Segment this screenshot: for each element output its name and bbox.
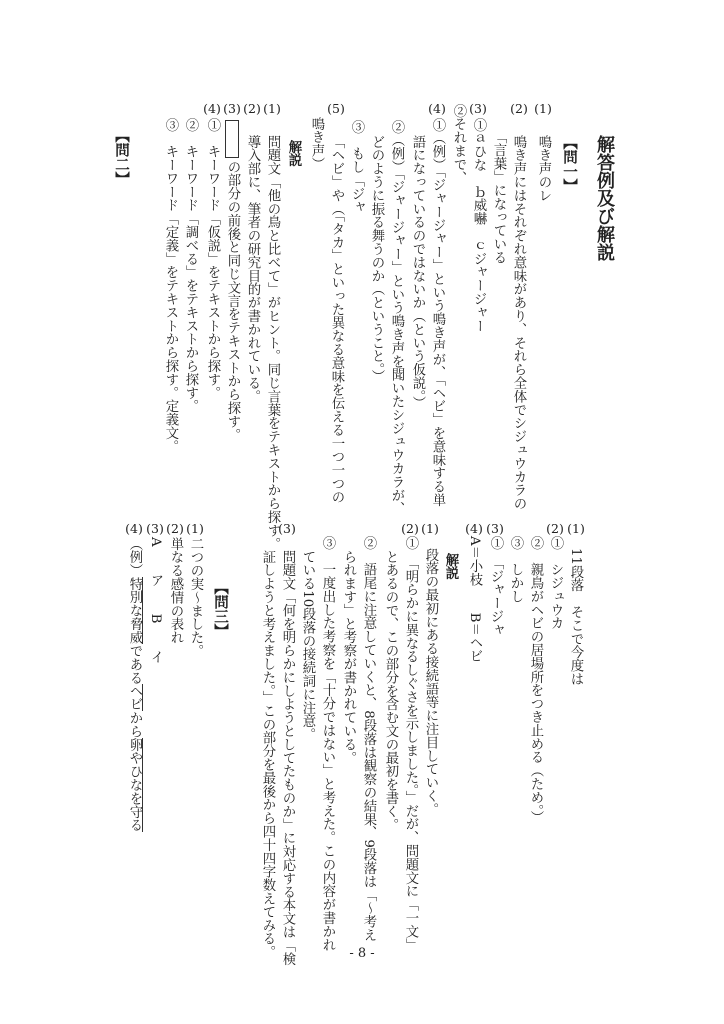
q2-answer-line: ① シジュウカ [548,536,563,630]
q3-answer-line: 単なる感情の表れ [168,537,183,645]
q2-label-4: (4) [465,521,483,536]
q1-answer-line: ③ もし「ジャ [349,120,364,214]
q2-label-1: (1) [567,521,585,536]
example-prefix: （例） [127,537,142,578]
q2-answer-line: ③ しかし [508,536,523,603]
page-number: - 8 - [349,946,375,961]
q2-label-3: (3) [486,521,504,536]
q1-answer-line: どのように振る舞うのか（ということ。） [369,135,384,383]
q2-explanation-line: られます」と考察が書かれている。 [341,550,356,765]
q2-exp-label-2: (2) [401,521,419,536]
q1-explanation-line: ① キーワード「仮説」をテキストから探す。 [205,118,220,400]
q1-exp-label-1: (1) [263,101,281,116]
q2-explanation-heading: 解説 [443,553,458,580]
q2-explanation-line: ② 語尾に注意していくと、8段落は観察の結果、9段落は「～考え [361,536,376,942]
q3-answer-line: 二つの実～ました。 [188,537,203,658]
q1-label-2: (2) [510,101,528,116]
q1-explanation-line: 問題文「他の鳥と比べて」がヒント。同じ言葉をテキストから探す。 [265,135,280,551]
q3-answer-4 [127,537,141,832]
q3-answer-line: A ア B イ [148,537,163,664]
q2-exp-label-1: (1) [421,521,439,536]
q3-label-4: (4) [125,521,143,536]
q1-label-3: (3) [469,101,487,116]
q1-answer-line: 「ヘビ」や（「タカ」といった異なる意味を伝える一つ一つの [329,135,344,504]
q2-explanation-line: 証しようと考えました。」この部分を最後から四十四字数えてみる。 [260,550,275,959]
q1-label-1: (1) [534,101,552,116]
q2-answer-line: 11段落 そこで今度は [568,548,583,686]
blank-box [225,120,239,158]
q1-answer-line: 鳴き声のレ [536,135,551,202]
q1-answer-line: 鳴き声にはそれぞれ意味があり、それら全体でシジュウカラの [511,135,526,511]
answer-segment: から [127,711,142,739]
answer-segment: である [127,644,142,685]
q1-heading: 【問一】 [561,135,577,193]
q3-label-1: (1) [186,521,204,536]
q1-label-4: (4) [428,101,446,116]
q2-answer-line: A＝小枝 B＝ヘビ [467,536,482,663]
q3-heading: 【問三】 [212,580,228,638]
q1-explanation-line: ③ キーワード「定義」をテキストから探す。定義文。 [163,118,178,453]
q1-explanation-line: 導入部に、筆者の研究目的が書かれている。 [245,135,260,403]
q1-explanation-line-3 [225,120,239,441]
q2-explanation-line: 問題文「何を明らかにしようとしてたものか」に対応する本文は「検 [280,550,295,966]
q2-heading: 【問二】 [113,128,129,186]
q3-label-3: (3) [146,521,164,536]
q2-label-2: (2) [546,521,564,536]
page-title: 解答例及び解説 [594,135,615,261]
q1-explanation-heading: 解説 [286,140,301,167]
q2-explanation-line: とあるので、この部分を含む文の最初を書く。 [383,550,398,832]
q1-exp-label-4: (4) [203,101,221,116]
q2-answer-line: ② 親鳥がヘビの居場所をつき止める（ため。） [528,536,543,825]
q2-exp-label-3: (3) [278,521,296,536]
q2-explanation-line: ている10段落の接続詞に注意。 [300,550,315,742]
answer-segment: 特別な脅威 [127,577,142,645]
q1-answer-line: 語になっているのではないか（という仮説。） [410,135,425,410]
q1-answer-line: ①ａひな ｂ威嚇 ｃジャージャー [471,118,486,333]
q1-exp-label-3: (3) [223,101,241,116]
q3-label-2: (2) [166,521,184,536]
q1-answer-line: 鳴き声） [309,117,324,171]
q1-label-5: (5) [327,101,345,116]
q1-answer-line: ①（例）「ジャージャー」という鳴き声が、「ヘビ」を意味する単 [430,118,445,507]
q2-answer-line: ① 「ジャージャ [488,536,503,637]
q2-explanation-line: ① 「明らかに異なるしぐさを示しました。」だが、問題文に「一文」 [403,536,418,952]
answer-segment: 卵やひなを守る [127,738,142,832]
q1-answer-line: ②（例）「ジャージャー」という鳴き声を聞いたシジュウカラが、 [389,120,404,516]
q1-explanation-text: の部分の前後と同じ文言をテキストから探す。 [225,160,240,442]
q2-explanation-line: ③ 一度出した考察を「十分ではない」と考えた。この内容が書かれ [320,536,335,952]
q1-exp-label-2: (2) [243,101,261,116]
q1-answer-line: ②それまで、 [451,104,466,185]
q2-explanation-line: 段落の最初にある接続語等に注目していく。 [423,548,438,816]
q1-explanation-line: ② キーワード「調べる」をテキストから探す。 [183,118,198,413]
q1-answer-line: 「言葉」になっている [491,130,506,264]
answer-segment: ヘビ [127,684,142,712]
